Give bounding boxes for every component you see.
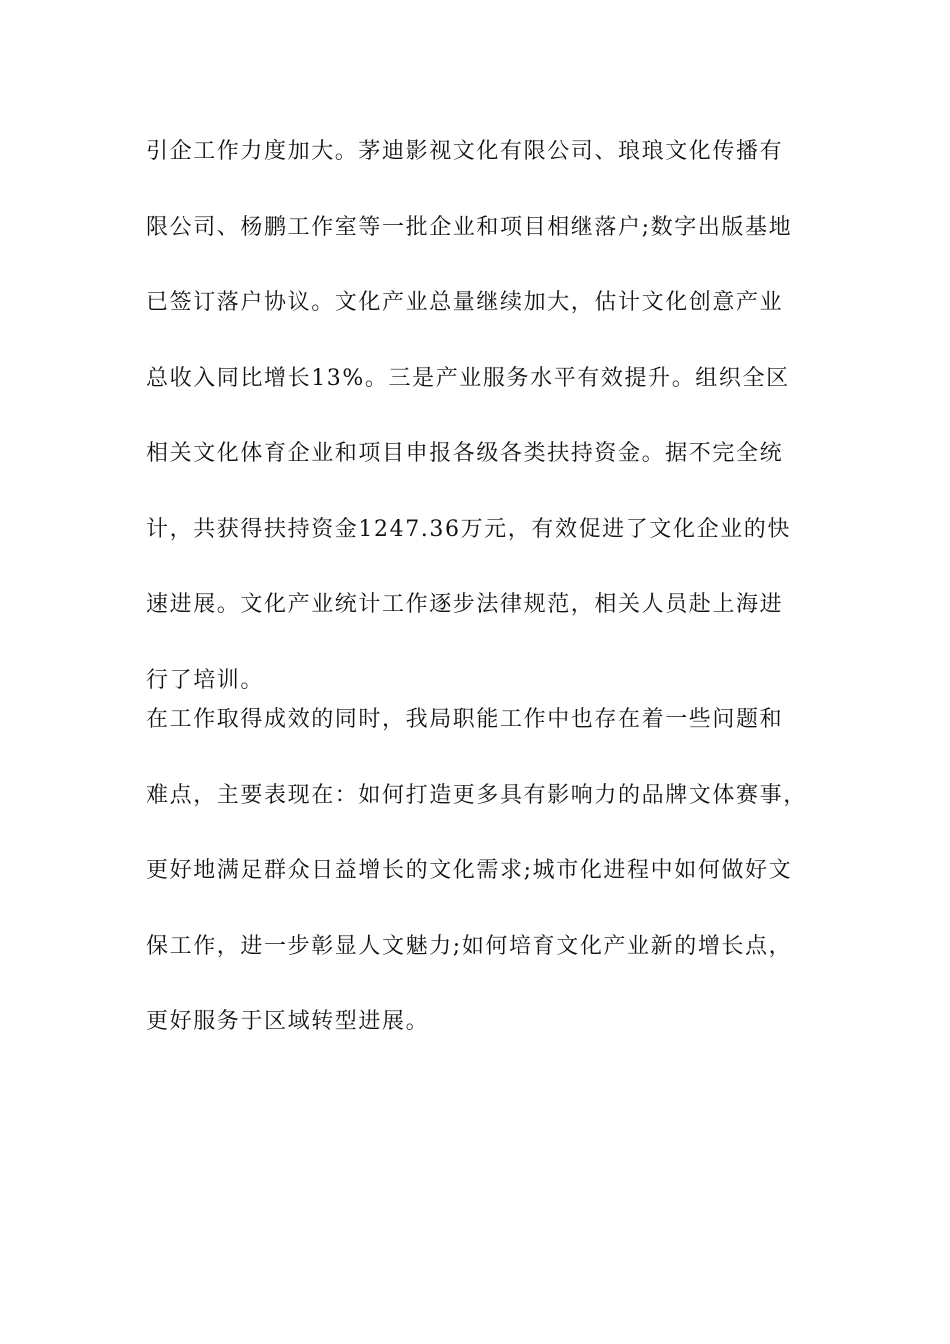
text-line: 速进展。文化产业统计工作逐步法律规范，相关人员赴上海进 [146,592,784,617]
text-line: 计，共获得扶持资金1247.36万元，有效促进了文化企业的快 [146,516,791,542]
text-line: 在工作取得成效的同时，我局职能工作中也存在着一些问题和 [146,707,784,732]
text-line: 行了培训。 [146,667,265,693]
text-line: 难点，主要表现在：如何打造更多具有影响力的品牌文体赛事， [146,782,807,808]
text-line: 相关文化体育企业和项目申报各级各类扶持资金。据不完全统 [146,441,784,466]
text-line: 限公司、杨鹏工作室等一批企业和项目相继落户;数字出版基地 [146,214,793,240]
paragraph-2 [146,704,826,1082]
text-line: 保工作，进一步彰显人文魅力;如何培育文化产业新的增长点， [146,933,793,959]
text-line: 更好服务于区域转型进展。 [146,1009,430,1034]
paragraph-1 [146,136,826,740]
text-line: 总收入同比增长13%。三是产业服务水平有效提升。组织全区 [146,365,790,391]
text-line: 引企工作力度加大。茅迪影视文化有限公司、琅琅文化传播有 [146,139,784,164]
text-line: 更好地满足群众日益增长的文化需求;城市化进程中如何做好文 [146,858,793,883]
text-line: 已签订落户协议。文化产业总量继续加大，估计文化创意产业 [146,290,784,315]
